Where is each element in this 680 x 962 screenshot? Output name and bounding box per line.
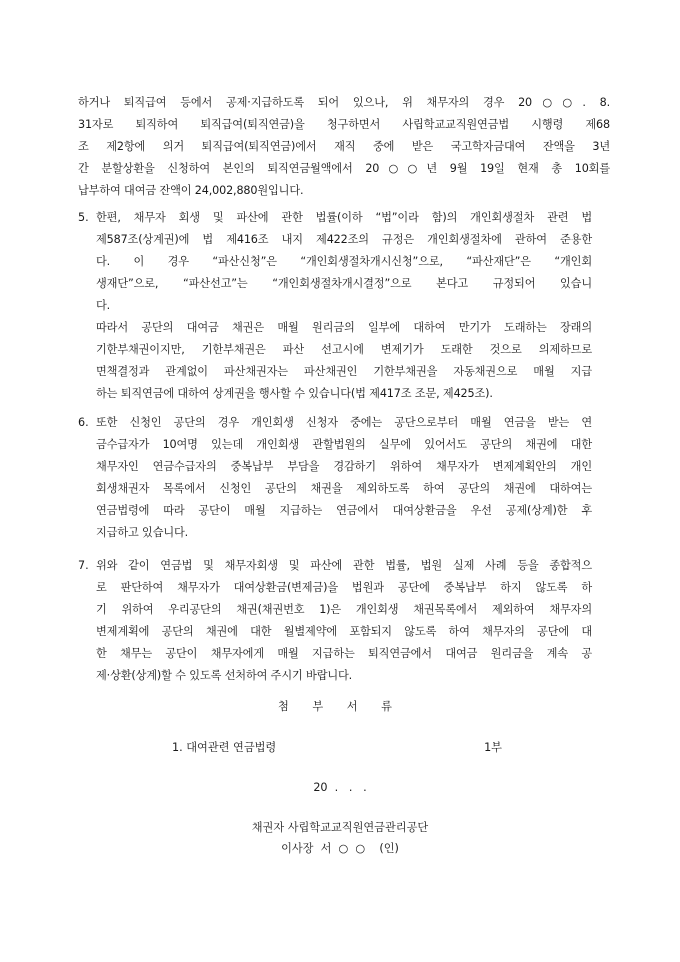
text-line: 또한 신청인 공단의 경우 개인회생 신청자 중에는 공단으로부터 매월 연금을 받는 연 [96, 416, 592, 429]
document-date: 20 . . . [313, 781, 367, 794]
text-line: 하거나 퇴직급여 등에서 공제·지급하도록 되어 있으나, 위 채무자의 경우 20○○. 8. [78, 96, 610, 109]
paragraph-6 [78, 412, 592, 544]
text-line: 채무자인 연금수급자의 중복납부 부담을 경감하기 위하여 채무자가 변제계획안의 개인 [96, 460, 592, 473]
text-line: 변제계획에 공단의 채권에 대한 월별제약에 포함되지 않도록 하여 채무자의 공단에 대 [96, 625, 592, 638]
paragraph-7 [78, 555, 592, 687]
text-line: 위와 같이 연금법 및 채무자회생 및 파산에 관한 법률, 법원 실제 사례 등을 종합적으 [96, 559, 592, 572]
text-line: 금수급자가 10여명 있는데 개인회생 관할법원의 실무에 있어서도 공단의 채권에 대한 [96, 438, 592, 451]
text-line: 로 판단하여 채무자가 대여상환금(변제금)을 법원과 공단에 중복납부 하지 않도록 하 [96, 581, 592, 594]
text-line: 다. 이 경우 “파산신청”은 “개인회생절차개시신청”으로, “파산재단”은 “개인회 [96, 255, 592, 268]
text-line: 면책결정과 관계없이 파산채권자는 파산채권인 기한부채권을 자동채권으로 매월 지급 [96, 365, 592, 378]
paragraph-5 [78, 207, 592, 405]
signature-creditor: 채권자 사립학교교직원연금관리공단 [251, 821, 429, 834]
text-line: 연금법령에 따라 공단이 매월 지급하는 연금에서 대여상환금을 우선 공제(상계)한 후 [96, 504, 592, 517]
text-line: 조 제2항에 의거 퇴직급여(퇴직연금)에서 재직 중에 받은 국고학자금대여 잔액을 3년 [78, 140, 610, 153]
text-line: 납부하여 대여금 잔액이 24,002,880원입니다. [78, 184, 304, 197]
attachment-label: 1. 대여관련 연금법령 [172, 741, 277, 754]
text-line: 다. [96, 299, 111, 312]
attachment-quantity: 1부 [484, 741, 502, 754]
paragraph-number: 6. [78, 416, 89, 429]
text-line: 지급하고 있습니다. [96, 526, 189, 539]
text-line: 31자로 퇴직하여 퇴직급여(퇴직연금)을 청구하면서 사립학교교직원연금법 시행령 제68 [78, 118, 610, 131]
text-line: 간 분할상환을 신청하여 본인의 퇴직연금월액에서 20○○년 9월 19일 현재 총 10회를 [78, 162, 610, 175]
paragraph-number: 7. [78, 559, 89, 572]
text-line: 제587조(상계권)에 법 제416조 내지 제422조의 규정은 개인회생절차에 관하여 준용한 [96, 233, 592, 246]
paragraph-number: 5. [78, 211, 89, 224]
signature-representative: 이사장 서 ○ ○ (인) [281, 842, 399, 855]
attachments-title: 첨 부 서 류 [278, 700, 402, 713]
text-line: 기한부채권이지만, 기한부채권은 파산 선고시에 변제기가 도래한 것으로 의제하므로 [96, 343, 592, 356]
text-line: 하는 퇴직연금에 대하여 상계권을 행사할 수 있습니다(법 제417조 조문, 제425조). [96, 387, 493, 400]
text-line: 제·상환(상계)할 수 있도록 선처하여 주시기 바랍니다. [96, 669, 353, 682]
text-line: 회생채권자 목록에서 신청인 공단의 채권을 제외하도록 하여 공단의 채권에 대하여는 [96, 482, 592, 495]
text-line: 생재단”으로, “파산선고”는 “개인회생절차개시결정”으로 본다고 규정되어 있습니 [96, 277, 592, 290]
text-line: 한편, 채무자 회생 및 파산에 관한 법률(이하 “법”이라 함)의 개인회생절차 관련 법 [96, 211, 592, 224]
paragraph-4-continuation [78, 92, 610, 202]
text-line: 한 채무는 공단이 채무자에게 매월 지급하는 퇴직연금에서 대여금 원리금을 계속 공 [96, 647, 592, 660]
text-line: 기 위하여 우리공단의 채권(채권번호 1)은 개인회생 채권목록에서 제외하여 채무자의 [96, 603, 592, 616]
attachment-item [172, 738, 502, 758]
text-line: 따라서 공단의 대여금 채권은 매월 원리금의 일부에 대하여 만기가 도래하는 장래의 [96, 321, 592, 334]
